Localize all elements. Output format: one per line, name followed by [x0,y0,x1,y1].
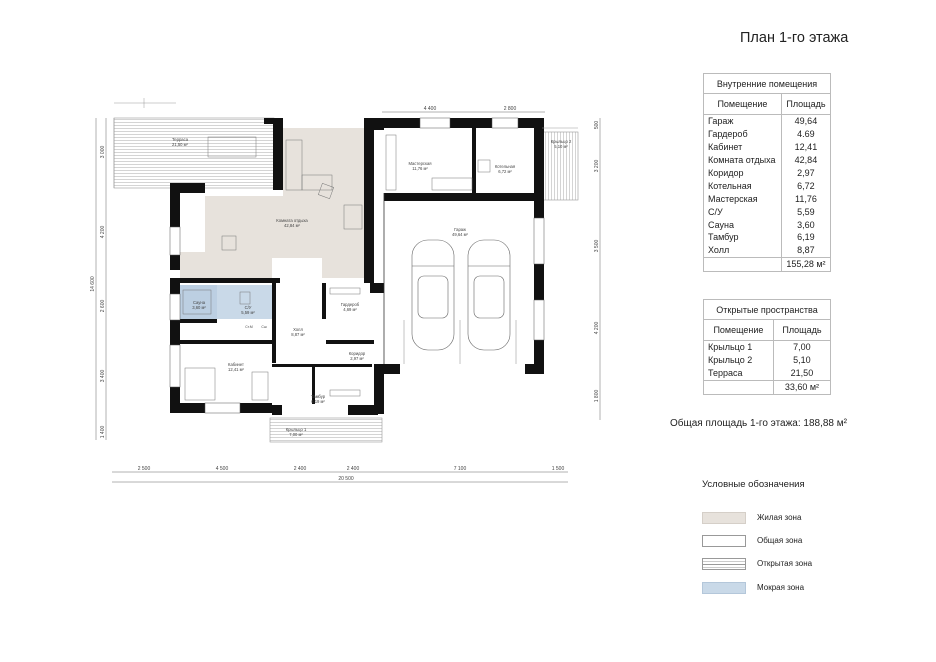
room-name: Терраса [704,367,774,380]
legend-swatch-open [702,558,746,570]
table-row [704,141,831,154]
legend-title: Условные обозначения [702,479,805,490]
dim-top-0: 4 400 [423,106,437,112]
room-workshop-area: 11,76 м² [412,166,428,171]
room-name: Гараж [704,115,782,128]
room-area: 3,60 [781,218,830,231]
room-corridor-name: Коридор [348,351,366,356]
dim-bottom-1: 4 500 [215,466,229,472]
room-vestibule-area: 6,19 м² [311,399,325,404]
interior-col-room: Помещение [704,94,782,115]
room-wardrobe-name: Гардероб [340,302,360,307]
table-total-row [704,257,831,271]
table-row [704,205,831,218]
legend-swatch-common [702,535,746,547]
table-row [704,167,831,180]
room-porch1-area: 7,00 м² [289,432,303,437]
table-row [704,218,831,231]
table-row [704,354,831,367]
table-row [704,192,831,205]
room-name: Кабинет [704,141,782,154]
open-col-area: Площадь [773,320,830,341]
room-name: Холл [704,244,782,257]
room-porch2-area: 5,10 м² [554,144,568,149]
room-area: 6,19 [781,231,830,244]
room-name: Тамбур [704,231,782,244]
room-name: Мастерская [704,192,782,205]
room-porch1-name: Крыльцо 1 [285,427,307,432]
room-rest-name: Комната отдыха [276,218,308,223]
open-caption: Открытые пространства [704,300,831,320]
dim-bottom-0: 2 500 [137,466,151,472]
dim-left-3: 3 400 [100,369,106,383]
open-table [703,299,831,395]
table-row [704,154,831,167]
room-boiler-area: 6,72 м² [498,169,512,174]
total-area: Общая площадь 1-го этажа: 188,88 м² [670,418,847,429]
dim-right-2: 3 500 [594,239,600,253]
room-name: С/У [704,205,782,218]
legend-label: Жилая зона [757,513,802,522]
room-sauna-name: Сауна [192,300,206,305]
room-area: 49,64 [781,115,830,128]
page-title: План 1-го этажа [740,30,849,46]
room-name: Котельная [704,179,782,192]
room-name: Коридор [704,167,782,180]
room-area: 12,41 [781,141,830,154]
room-name: Крыльцо 2 [704,354,774,367]
dim-right-0: 500 [594,120,600,130]
legend-label: Мокрая зона [757,583,805,592]
room-vestibule-name: Тамбур [310,394,326,399]
dim-bottom-3: 2 400 [346,466,360,472]
table-row [704,128,831,141]
table-row [704,115,831,128]
room-garage-name: Гараж [454,227,466,232]
open-total: 33,60 м² [773,380,830,394]
room-area: 7,00 [773,341,830,354]
table-row [704,244,831,257]
car-right-icon [468,240,510,350]
room-name: Крыльцо 1 [704,341,774,354]
room-corridor-area: 2,97 м² [350,356,364,361]
room-wc-name: С/У [244,305,252,310]
room-workshop-name: Мастерская [408,161,432,166]
table-total-row [704,380,831,394]
legend-swatch-wet [702,582,746,594]
room-area: 11,76 [781,192,830,205]
dim-right-3: 4 200 [594,321,600,335]
room-name: Комната отдыха [704,154,782,167]
dim-overall: 20 500 [338,476,354,482]
interior-total: 155,28 м² [781,257,830,271]
label-sh: Сш [261,325,267,329]
dim-bottom-5: 1 500 [551,466,565,472]
room-area: 42,84 [781,154,830,167]
room-cabinet-name: Кабинет [228,362,244,367]
dim-bottom-2: 2 400 [293,466,307,472]
room-area: 4.69 [781,128,830,141]
legend-label: Общая зона [757,536,803,545]
room-terrace-name: Терраса [171,137,189,142]
room-rest-area: 42,84 м² [284,223,300,228]
dim-left-0: 3 000 [100,145,106,159]
room-area: 2,97 [781,167,830,180]
room-boiler-name: Котельная [494,164,516,169]
table-row [704,367,831,380]
interior-col-area: Площадь [781,94,830,115]
room-wc-area: 5,59 м² [241,310,255,315]
dim-right-1: 3 200 [594,159,600,173]
open-col-room: Помещение [704,320,774,341]
legend-label: Открытая зона [757,559,813,568]
room-sauna-area: 3,60 м² [192,305,206,310]
room-area: 5,10 [773,354,830,367]
table-row [704,231,831,244]
terrace-deck [114,118,274,188]
room-area: 21,50 [773,367,830,380]
room-name: Гардероб [704,128,782,141]
dim-left-4: 1 400 [100,425,106,439]
label-st-m: Ст.М [245,325,253,329]
room-garage-area: 49,64 м² [452,232,468,237]
room-porch2-name: Крыльцо 2 [550,139,572,144]
table-row [704,341,831,354]
dim-right-4: 1 800 [594,389,600,403]
car-left-icon [412,240,454,350]
dim-left-total: 14 600 [90,276,96,292]
room-hall-name: Холл [293,327,303,332]
interior-table [703,73,831,272]
room-area: 8,87 [781,244,830,257]
legend-swatch-living [702,512,746,524]
room-hall-area: 8,87 м² [291,332,305,337]
dim-left-2: 2 600 [100,299,106,313]
room-terrace-area: 21,50 м² [172,142,188,147]
dim-top-1: 2 800 [503,106,517,112]
dim-left-1: 4 200 [100,225,106,239]
room-wardrobe-area: 4,69 м² [343,307,357,312]
dim-bottom-4: 7 100 [453,466,467,472]
room-area: 5,59 [781,205,830,218]
room-cabinet-area: 12,41 м² [228,367,244,372]
table-row [704,179,831,192]
room-name: Сауна [704,218,782,231]
interior-caption: Внутренние помещения [704,74,831,94]
room-area: 6,72 [781,179,830,192]
